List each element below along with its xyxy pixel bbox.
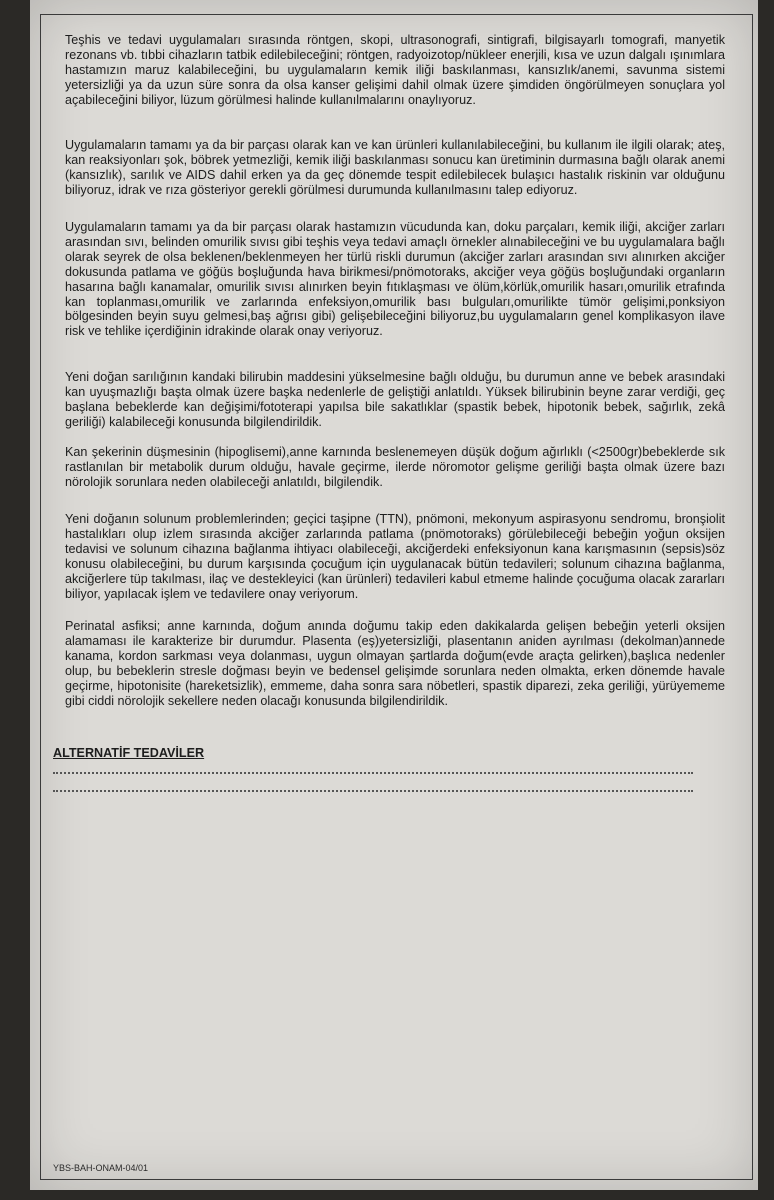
- alternative-treatments-line-1: [53, 772, 693, 774]
- alternative-treatments-line-2: [53, 790, 693, 792]
- consent-form-page: [30, 0, 758, 1190]
- alternative-treatments-heading: ALTERNATİF TEDAVİLER: [53, 746, 205, 760]
- paragraph-respiratory-problems: Yeni doğanın solunum problemlerinden; geçici taşipne (TTN), pnömoni, mekonyum aspirasyonu sendromu, bronşiolit hastalıkları olup izlem sırasında akciğer zarlarında patlama (pnömotoraks) görülebileceği bebeğin yoğun oksijen tedavisi ve solunum cihazına bağlanma ihtiyacı olabileceği, akciğerdeki enfeksiyonun kana karışmasının (sepsis)söz konusu olabileceğini, bu durum karşısında çocuğum için uygulanacak bütün tedavileri; solunum cihazına bağlanma, akciğerlere tüp takılması, ilaç ve destekleyici (kan ürünleri) tedavileri kabul etmeme halinde çocuğuma olacak zararları biliyor, yapılacak işlem ve tedavilere onay veriyorum.: [65, 512, 725, 601]
- paragraph-hypoglycemia: Kan şekerinin düşmesinin (hipoglisemi),anne karnında beslenemeyen düşük doğum ağırlıklı (<2500gr)bebeklerde sık rastlanılan bir metabolik durum olduğu, havale geçirme, ilerde nöromotor gelişme geriliği başta olmak üzere bazı nörolojik sorunlara neden olabileceği anlatıldı, bilgilendik.: [65, 445, 725, 489]
- paragraph-blood-products-consent: Uygulamaların tamamı ya da bir parçası olarak kan ve kan ürünleri kullanılabileceğini, bu kullanım ile ilgili olarak; ateş, kan reaksiyonları şok, böbrek yetmezliği, kemik iliği baskılanması sonucu kan üretiminin durmasına bağlı olarak anemi (kansızlık), sarılık ve AIDS dahil erken ya da geç dönemde tespit edilebilecek bulaşıcı hastalık riskinin var olduğunu biliyoruz, idrak ve rıza gösteriyor gerekli görülmesi durumunda kullanılmasını talep ediyoruz.: [65, 138, 725, 197]
- paragraph-perinatal-asphyxia: Perinatal asfiksi; anne karnında, doğum anında doğumu takip eden dakikalarda gelişen bebeğin yeterli oksijen alamaması ile karakterize bir durumdur. Plasenta (eş)yetersizliği, plasentanın aniden ayrılması (dekolman)annede kanama, kordon sarkması veya dolanması, uygun olmayan şartlarda doğum(evde araçta gelirken),başlıca nedenler olup, bu bebeklerin stresle doğması beyin ve bedensel gelişimde sorunlara neden olmakta, erken dönemde havale geçirme, hipotonisite (hareketsizlik), emmeme, daha sonra sara nöbetleri, spastik diparezi, zeka geriliği, yürüyememe gibi ciddi nörolojik sekellere neden olacağı konusunda bilgilendirildik.: [65, 619, 725, 708]
- page-border: [40, 14, 753, 1180]
- paragraph-sampling-consent: Uygulamaların tamamı ya da bir parçası olarak hastamızın vücudunda kan, doku parçaları, kemik iliği, akciğer zarları arasından sıvı, belinden omurilik sıvısı gibi teşhis veya tedavi amaçlı örnekler alınabileceğini ve bu uygulamalara bağlı olarak seyrek de olsa beklenen/beklenmeyen her türlü riskli durumun (akciğer zarları arasından sıvı alınırken akciğer dokusunda patlama ve göğüs boşluğunda hava birikmesi/pnömotoraks, akciğer veya göğüs boşluğundaki organların hasarına bağlı kanamalar, omurilik sıvısı alınırken beyin fıtıklaşması ve ölüm,körlük,omurilik hasarı,omurilik etrafında kan toplanması,omurilik ve zarlarında enfeksiyon,omurilik bası bulguları,omurilikte tümör gelişimi,ponksiyon bölgesinden beyin suyu gelmesi,baş ağrısı gibi) gelişebileceğini biliyoruz,bu uygulamaların genel komplikasyon ilave risk ve tehlike içerdiğinin idrakinde olarak onay veriyoruz.: [65, 220, 725, 339]
- paragraph-neonatal-jaundice: Yeni doğan sarılığının kandaki bilirubin maddesini yükselmesine bağlı olduğu, bu durumun anne ve bebek arasındaki kan uyuşmazlığı başta olmak üzere başka nedenlerle de geliştiği anlatıldı. Yüksek bilirubinin beyne zarar verdiği, geç başlana bebeklerde kan değişimi/fototerapi yapılsa bile sakatlıklar (spastik bebek, hipotonik bebek, sağırlık, zekâ geriliği) kalabileceği konusunda bilgilendirildik.: [65, 370, 725, 429]
- paragraph-radiology-consent: Teşhis ve tedavi uygulamaları sırasında röntgen, skopi, ultrasonografi, sintigrafi, bilgisayarlı tomografi, manyetik rezonans vb. tıbbi cihazların tatbik edilebileceğini; röntgen, radyoizotop/nükleer enerjili, kısa ve uzun dalgalı ışınımlara hastamızın maruz kalabileceğini, bu uygulamaların kemik iliği baskılanması, kansızlık/anemi, savunma sistemi yetersizliği ya da uzun süre sonra da olsa kanser gelişimi dahil olmak üzere şimdiden öngörülmeyen sonuçlara yol açabileceğini biliyor, lüzum görülmesi halinde kullanılmalarını onaylıyoruz.: [65, 33, 725, 107]
- form-code: YBS-BAH-ONAM-04/01: [53, 1163, 149, 1173]
